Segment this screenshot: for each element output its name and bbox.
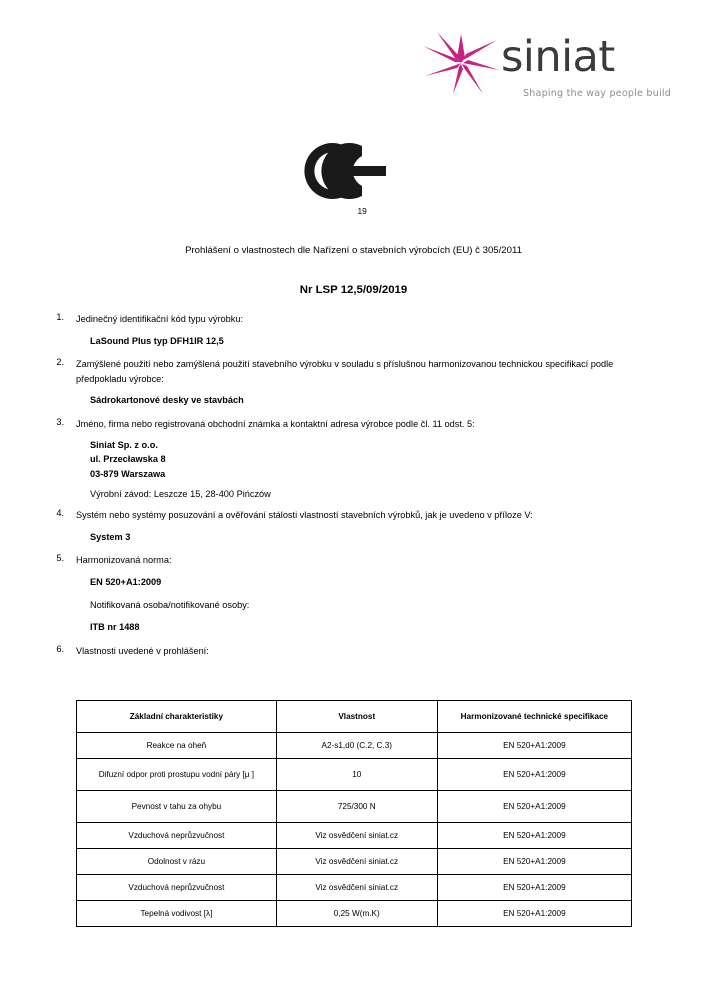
table-header-characteristic: Základní charakteristiky — [77, 701, 277, 733]
company-street: ul. Przecławska 8 — [90, 454, 166, 465]
clause-number: 4. — [56, 507, 64, 518]
cell-characteristic: Difuzní odpor proti prostupu vodní páry [μ ] — [77, 759, 277, 791]
cell-specification: EN 520+A1:2009 — [437, 823, 631, 849]
ce-marking — [0, 140, 707, 216]
cell-property: Viz osvědčení siniat.cz — [276, 875, 437, 901]
siniat-logo — [423, 32, 673, 120]
cell-property: 725/300 N — [276, 791, 437, 823]
clause-number: 6. — [56, 643, 64, 654]
notified-body-number: 19 — [357, 206, 367, 216]
siniat-star-mark — [423, 32, 499, 94]
clause-5-notified-value: ITB nr 1488 — [90, 621, 140, 632]
table-row — [77, 791, 632, 823]
table-row — [77, 875, 632, 901]
clause-5-notified-label: Notifikovaná osoba/notifikované osoby: — [90, 600, 250, 611]
cell-specification: EN 520+A1:2009 — [437, 849, 631, 875]
cell-property: 10 — [276, 759, 437, 791]
ce-symbol — [300, 140, 408, 202]
table-header-specification: Harmonizované technické specifikace — [437, 701, 631, 733]
clause-3 — [0, 417, 707, 432]
clause-1 — [0, 312, 707, 327]
cell-characteristic: Pevnost v tahu za ohybu — [77, 791, 277, 823]
production-plant: Výrobní závod: Leszcze 15, 28-400 Pińczów — [90, 489, 271, 500]
clause-text: Systém nebo systémy posuzování a ověřování stálosti vlastností stavebních výrobků, jak je uvedeno v příloze V: — [76, 509, 533, 520]
clause-text: Vlastnosti uvedené v prohlášení: — [76, 645, 209, 656]
table-header-row — [77, 701, 632, 733]
clause-number: 2. — [56, 357, 64, 368]
clause-number: 5. — [56, 553, 64, 564]
document-number: Nr LSP 12,5/09/2019 — [299, 284, 408, 296]
properties-table-wrapper — [76, 700, 632, 927]
clause-5 — [0, 553, 707, 568]
table-row — [77, 823, 632, 849]
clause-5-standard: EN 520+A1:2009 — [90, 576, 162, 587]
cell-property: Viz osvědčení siniat.cz — [276, 849, 437, 875]
cell-property: Viz osvědčení siniat.cz — [276, 823, 437, 849]
cell-characteristic: Odolnost v rázu — [77, 849, 277, 875]
cell-specification: EN 520+A1:2009 — [437, 791, 631, 823]
cell-specification: EN 520+A1:2009 — [437, 901, 631, 927]
clause-list — [0, 312, 707, 662]
logo-wordmark: siniat — [501, 32, 615, 82]
cell-specification: EN 520+A1:2009 — [437, 759, 631, 791]
clause-4-value: System 3 — [90, 531, 131, 542]
cell-specification: EN 520+A1:2009 — [437, 733, 631, 759]
clause-6 — [0, 644, 707, 659]
company-city: 03-879 Warszawa — [90, 468, 166, 479]
clause-text: Jedinečný identifikační kód typu výrobku: — [76, 314, 243, 324]
clause-text: Zamýšlené použití nebo zamýšlená použití stavebního výrobku v souladu s příslušnou harmonizovanou technickou specifikací podle předpokladu výrobce: — [76, 359, 614, 384]
page-title: Prohlášení o vlastnostech dle Nařízení o stavebních výrobcích (EU) č 305/2011 — [185, 245, 522, 256]
cell-characteristic: Vzduchová neprůzvučnost — [77, 875, 277, 901]
clause-number: 3. — [56, 416, 64, 427]
clause-4 — [0, 508, 707, 523]
clause-number: 1. — [56, 312, 64, 322]
clause-2 — [0, 357, 707, 386]
cell-characteristic: Tepelná vodivost [λ] — [77, 901, 277, 927]
clause-text: Jméno, firma nebo registrovaná obchodní známka a kontaktní adresa výrobce podle čl. 11 odst. 5: — [76, 418, 475, 429]
table-row — [77, 849, 632, 875]
cell-property: 0,25 W(m.K) — [276, 901, 437, 927]
clause-1-value: LaSound Plus typ DFH1IR 12,5 — [90, 335, 224, 346]
table-header-property: Vlastnost — [276, 701, 437, 733]
logo-tagline: Shaping the way people build — [522, 88, 671, 99]
table-row — [77, 759, 632, 791]
clause-2-value: Sádrokartonové desky ve stavbách — [90, 395, 244, 406]
table-row — [77, 733, 632, 759]
company-name: Siniat Sp. z o.o. — [90, 439, 158, 450]
cell-specification: EN 520+A1:2009 — [437, 875, 631, 901]
cell-characteristic: Reakce na oheň — [77, 733, 277, 759]
cell-characteristic: Vzduchová neprůzvučnost — [77, 823, 277, 849]
clause-3-address — [0, 438, 707, 482]
cell-property: A2-s1,d0 (C.2, C.3) — [276, 733, 437, 759]
table-row — [77, 901, 632, 927]
clause-text: Harmonizovaná norma: — [76, 555, 172, 566]
properties-table — [76, 700, 632, 927]
